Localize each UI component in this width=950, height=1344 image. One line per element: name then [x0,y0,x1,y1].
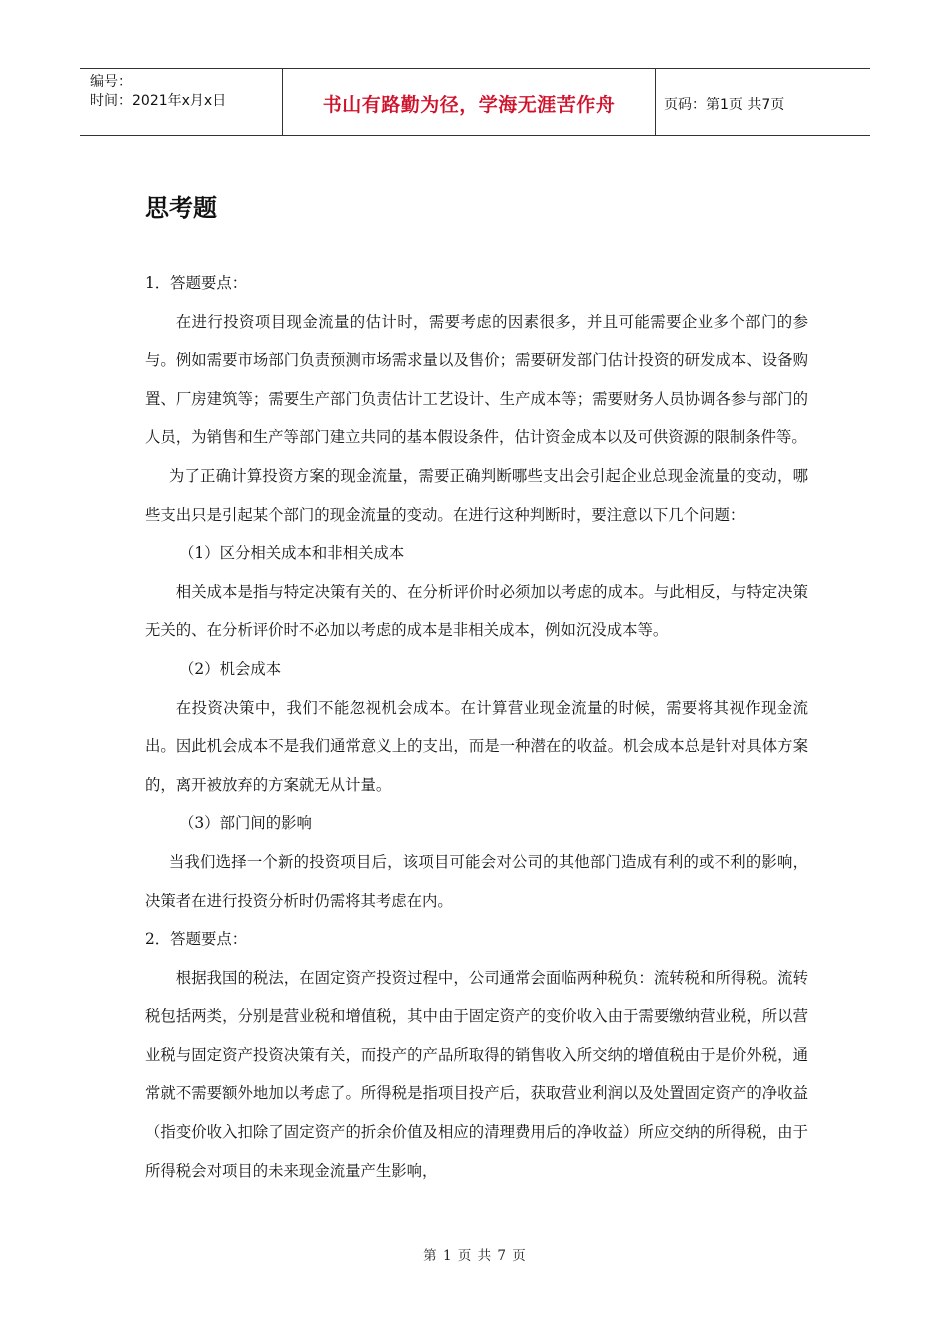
header-meta [80,69,282,135]
subheading: （1）区分相关成本和非相关成本 [179,544,405,563]
page-title: 思考题 [145,194,217,222]
document-body [145,264,808,1190]
header-motto-cell [282,69,656,135]
time-label: 时间：2021年x月x日 [90,93,227,109]
subheading: （3）部门间的影响 [179,814,312,833]
page-info: 页码：第1页 共7页 [664,96,785,113]
paragraph: 在进行投资项目现金流量的估计时，需要考虑的因素很多，并且可能需要企业多个部门的参与。例如需要市场部门负责预测市场需求量以及售价；需要研发部门估计投资的研发成本、设备购置、厂房建筑等；需要生产部门负责估计工艺设计、生产成本等；需要财务人员协调各参与部门的人员，为销售和生产等部门建立共同的基本假设条件，估计资金成本以及可供资源的限制条件等。 [145,312,808,447]
subheading: （2）机会成本 [179,659,282,678]
paragraph: 根据我国的税法，在固定资产投资过程中，公司通常会面临两种税负：流转税和所得税。流转税包括两类，分别是营业税和增值税，其中由于固定资产的变价收入由于需要缴纳营业税，所以营业税与固定资产投资决策有关，而投产的产品所取得的销售收入所交纳的增值税由于是价外税，通常就不需要额外地加以考虑了。所得税是指项目投产后，获取营业利润以及处置固定资产的净收益（指变价收入扣除了固定资产的折余价值及相应的清理费用后的净收益）所应交纳的所得税，由于所得税会对项目的未来现金流量产生影响， [145,968,808,1180]
paragraph: 相关成本是指与特定决策有关的、在分析评价时必须加以考虑的成本。与此相反，与特定决策无关的、在分析评价时不必加以考虑的成本是非相关成本，例如沉没成本等。 [145,582,808,640]
section-heading: 1．答题要点： [145,274,248,292]
page-footer: 第 1 页 共 7 页 [423,1248,527,1264]
section-heading: 2．答题要点： [145,930,248,949]
number-label: 编号： [90,74,132,90]
header-page-cell [656,69,870,135]
paragraph: 当我们选择一个新的投资项目后，该项目可能会对公司的其他部门造成有利的或不利的影响，决策者在进行投资分析时仍需将其考虑在内。 [145,852,808,910]
document-header [80,68,870,136]
paragraph: 在投资决策中，我们不能忽视机会成本。在计算营业现金流量的时候，需要将其视作现金流出。因此机会成本不是我们通常意义上的支出，而是一种潜在的收益。机会成本总是针对具体方案的，离开被放弃的方案就无从计量。 [145,698,808,794]
motto: 书山有路勤为径，学海无涯苦作舟 [322,94,616,116]
paragraph: 为了正确计算投资方案的现金流量，需要正确判断哪些支出会引起企业总现金流量的变动，哪些支出只是引起某个部门的现金流量的变动。在进行这种判断时，要注意以下几个问题： [145,466,808,524]
